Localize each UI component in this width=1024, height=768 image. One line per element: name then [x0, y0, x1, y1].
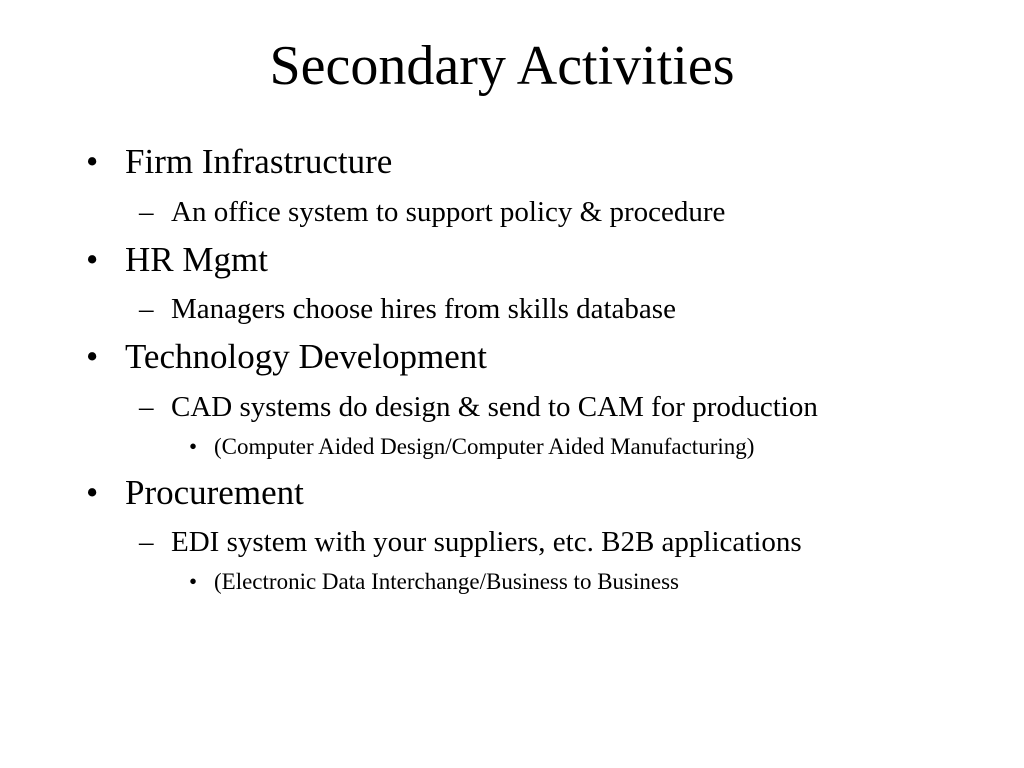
bullet-marker: • [189, 569, 198, 594]
bullet-marker: • [86, 142, 99, 181]
dash-marker: – [139, 391, 154, 423]
bullet-marker: • [86, 473, 99, 512]
dash-marker: – [139, 293, 154, 325]
bullet-text: Firm Infrastructure [125, 142, 393, 181]
bullet-text: Technology Development [125, 337, 488, 376]
bullet-marker: • [86, 240, 99, 279]
bullet-text: HR Mgmt [125, 240, 268, 279]
sub-bullet-text: An office system to support policy & procedure [171, 196, 726, 228]
dash-marker: – [139, 196, 154, 228]
dash-marker: – [139, 526, 154, 558]
sub-bullet-text: CAD systems do design & send to CAM for production [171, 391, 818, 423]
bullet-marker: • [189, 434, 198, 459]
bullet-text: Procurement [125, 473, 304, 512]
sub-sub-bullet-text: (Computer Aided Design/Computer Aided Manufacturing) [214, 434, 755, 459]
sub-bullet-text: Managers choose hires from skills database [171, 293, 676, 325]
bullet-marker: • [86, 337, 99, 376]
sub-sub-bullet-text: (Electronic Data Interchange/Business to Business [214, 569, 679, 594]
slide-title: Secondary Activities [269, 35, 735, 97]
sub-bullet-text: EDI system with your suppliers, etc. B2B applications [171, 526, 802, 558]
